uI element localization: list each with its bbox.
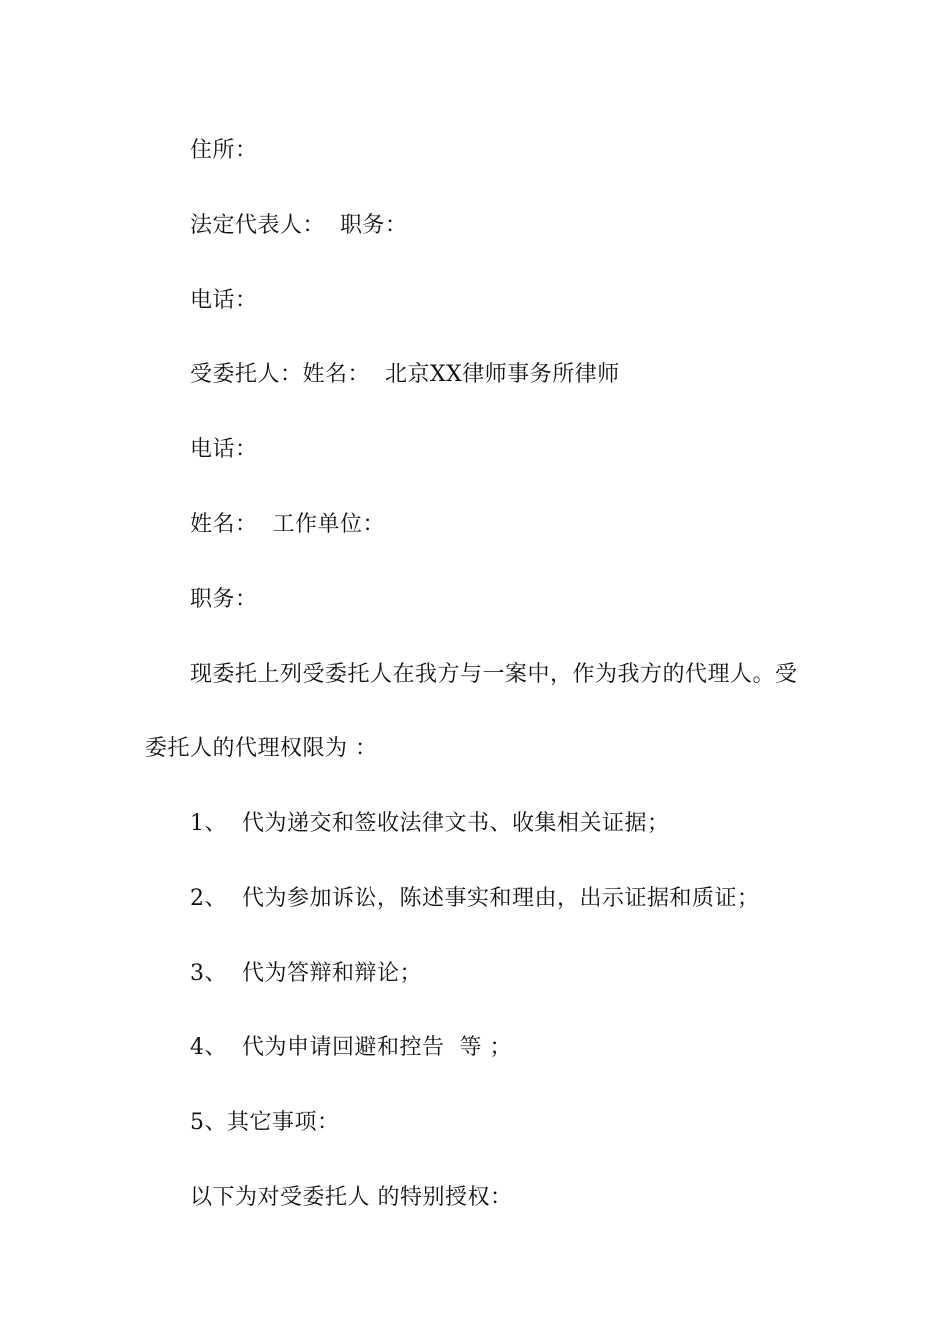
authority-item-2: 2、 代为参加诉讼，陈述事实和理由，出示证据和质证； xyxy=(190,886,760,911)
phone-line: 电话： xyxy=(190,288,258,313)
entrust-paragraph-line-1: 现委托上列受委托人在我方与一案中，作为我方的代理人。受 xyxy=(190,662,798,687)
name-workplace-line: 姓名： 工作单位： xyxy=(190,512,385,537)
address-line: 住所： xyxy=(190,138,258,163)
authority-item-5: 5、其它事项： xyxy=(190,1110,340,1135)
agent-phone-line: 电话： xyxy=(190,437,258,462)
legal-representative-line: 法定代表人： 职务： xyxy=(190,213,408,238)
authority-item-1: 1、 代为递交和签收法律文书、收集相关证据； xyxy=(190,811,670,836)
agent-name-line: 受委托人：姓名： 北京XX律师事务所律师 xyxy=(190,362,620,387)
authority-item-4: 4、 代为申请回避和控告 等 ； xyxy=(190,1035,512,1060)
authority-item-3: 3、 代为答辩和辩论； xyxy=(190,961,422,986)
entrust-paragraph-line-2: 委托人的代理权限为 ： xyxy=(145,736,378,761)
special-authorization-line: 以下为对受委托人 的特别授权： xyxy=(190,1185,513,1210)
position-line: 职务： xyxy=(190,587,258,612)
